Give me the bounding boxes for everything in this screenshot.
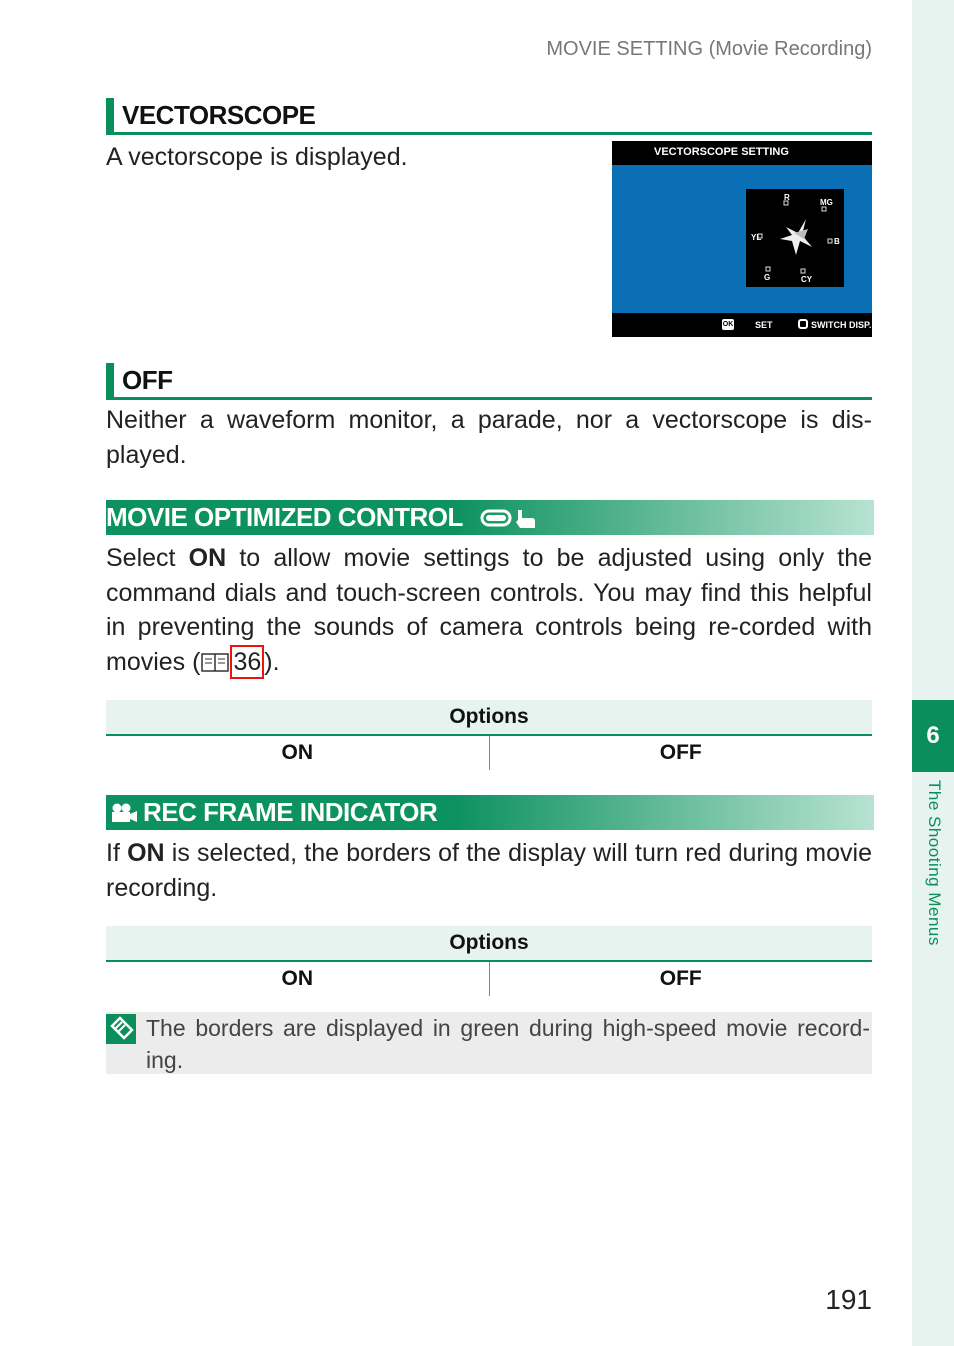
scope-mark-b: B <box>834 237 840 246</box>
off-description: Neither a waveform monitor, a parade, nor a vectorscope is dis-played. <box>106 406 872 469</box>
scope-mark-cy: CY <box>801 275 813 284</box>
text-after-on: is selected, the borders of the display will turn red during movie recording. <box>106 839 872 902</box>
option-on: ON <box>281 967 313 990</box>
rec-frame-description <box>106 836 872 905</box>
scope-mark-r: R <box>784 193 790 202</box>
movie-optimized-heading <box>106 500 874 535</box>
on-keyword: ON <box>188 544 227 572</box>
page-ref-link[interactable]: 36 <box>230 645 264 679</box>
note-icon <box>106 1014 136 1044</box>
book-icon <box>200 651 230 673</box>
heading-bar <box>106 98 114 132</box>
screen-title: VECTORSCOPE SETTING <box>654 146 789 158</box>
on-keyword: ON <box>127 839 165 867</box>
screen-title-bar <box>612 141 872 165</box>
movie-camera-icon <box>110 802 140 824</box>
dial-touch-icon <box>480 506 542 530</box>
movie-optimized-description <box>106 541 872 679</box>
text-after-on: to allow movie settings to be adjusted using only the command dials and touch-screen controls. You may find this helpful in preventing the sounds of camera controls being re-corded with movies ( <box>106 544 873 676</box>
rec-frame-options-table <box>106 926 872 996</box>
off-heading-text: OFF <box>122 365 173 395</box>
option-off: OFF <box>489 962 873 996</box>
chapter-number: 6 <box>912 700 954 772</box>
options-row <box>106 736 872 770</box>
screen-footer <box>612 313 872 337</box>
scope-mark-mg: MG <box>820 198 833 207</box>
switch-disp-label: SWITCH DISP. <box>811 320 872 330</box>
heading-bar <box>106 363 114 397</box>
options-header: Options <box>106 700 872 736</box>
vectorscope-display <box>746 189 844 287</box>
scope-mark-yl: YL <box>751 233 762 242</box>
scope-mark-g: G <box>764 273 771 282</box>
side-tab <box>912 0 954 1346</box>
vectorscope-heading-text: VECTORSCOPE <box>122 100 316 130</box>
running-head: MOVIE SETTING (Movie Recording) <box>546 38 872 60</box>
options-row <box>106 962 872 996</box>
vectorscope-heading <box>106 98 872 135</box>
rec-frame-heading <box>106 795 874 830</box>
option-on: ON <box>281 741 313 764</box>
off-heading <box>106 363 872 400</box>
vectorscope-screen-illustration <box>612 141 872 337</box>
text-end: ). <box>264 647 280 676</box>
ok-button-icon: OK <box>722 321 734 328</box>
movie-optimized-options-table <box>106 700 872 770</box>
options-header: Options <box>106 926 872 962</box>
note-text: The borders are displayed in green during high-speed movie record-ing. <box>146 1015 870 1073</box>
note-box <box>106 1012 872 1074</box>
option-off: OFF <box>489 736 873 770</box>
chapter-label: The Shooting Menus <box>925 780 944 946</box>
movie-optimized-heading-text: MOVIE OPTIMIZED CONTROL <box>106 502 463 532</box>
rec-frame-heading-text: REC FRAME INDICATOR <box>143 797 438 827</box>
page-number: 191 <box>825 1284 872 1315</box>
text-before-on: Select <box>106 544 176 572</box>
set-label: SET <box>755 320 773 330</box>
disp-button-icon <box>798 319 808 329</box>
vectorscope-description: A vectorscope is displayed. <box>106 143 408 171</box>
text-before-on: If <box>106 839 120 867</box>
